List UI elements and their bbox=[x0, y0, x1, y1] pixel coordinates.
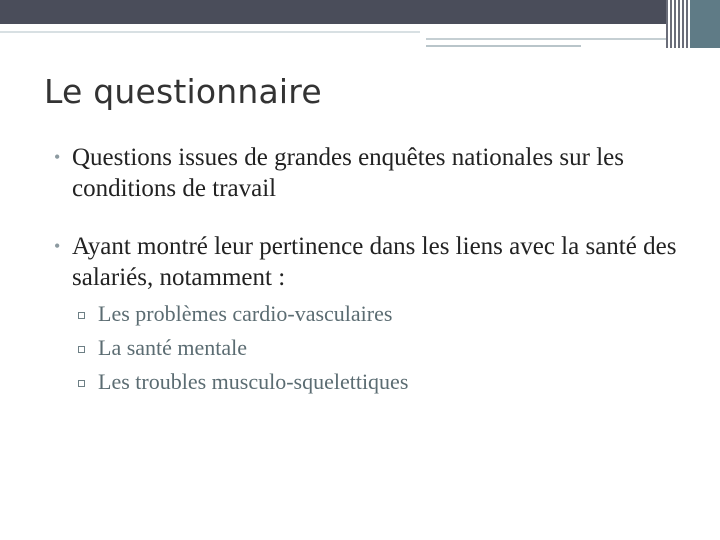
bullet-text: Ayant montré leur pertinence dans les liens avec la santé des salariés, notamment : bbox=[72, 233, 677, 291]
sub-bullet-text: Les problèmes cardio-vasculaires bbox=[98, 301, 393, 326]
bullet-text: Questions issues de grandes enquêtes nationales sur les conditions de travail bbox=[72, 144, 624, 202]
sub-bullet-item bbox=[74, 331, 694, 365]
bullet-list bbox=[54, 142, 694, 426]
corner-accent-block bbox=[690, 0, 720, 48]
square-bullet-icon bbox=[78, 346, 85, 353]
sub-bullet-list bbox=[74, 297, 694, 399]
top-decorative-band bbox=[0, 0, 720, 24]
decorative-line bbox=[426, 45, 581, 47]
sub-bullet-item bbox=[74, 365, 694, 399]
corner-stripe-decoration bbox=[666, 0, 690, 48]
bullet-dot-icon: • bbox=[54, 236, 61, 256]
sub-bullet-text: La santé mentale bbox=[98, 335, 248, 360]
sub-bullet-text: Les troubles musculo-squelettiques bbox=[98, 369, 409, 394]
slide-title: Le questionnaire bbox=[44, 72, 322, 111]
bullet-item bbox=[54, 231, 694, 399]
square-bullet-icon bbox=[78, 380, 85, 387]
sub-bullet-item bbox=[74, 297, 694, 331]
bullet-dot-icon: • bbox=[54, 147, 61, 167]
square-bullet-icon bbox=[78, 312, 85, 319]
bullet-item bbox=[54, 142, 694, 204]
decorative-line bbox=[426, 38, 666, 40]
decorative-line bbox=[0, 31, 420, 33]
